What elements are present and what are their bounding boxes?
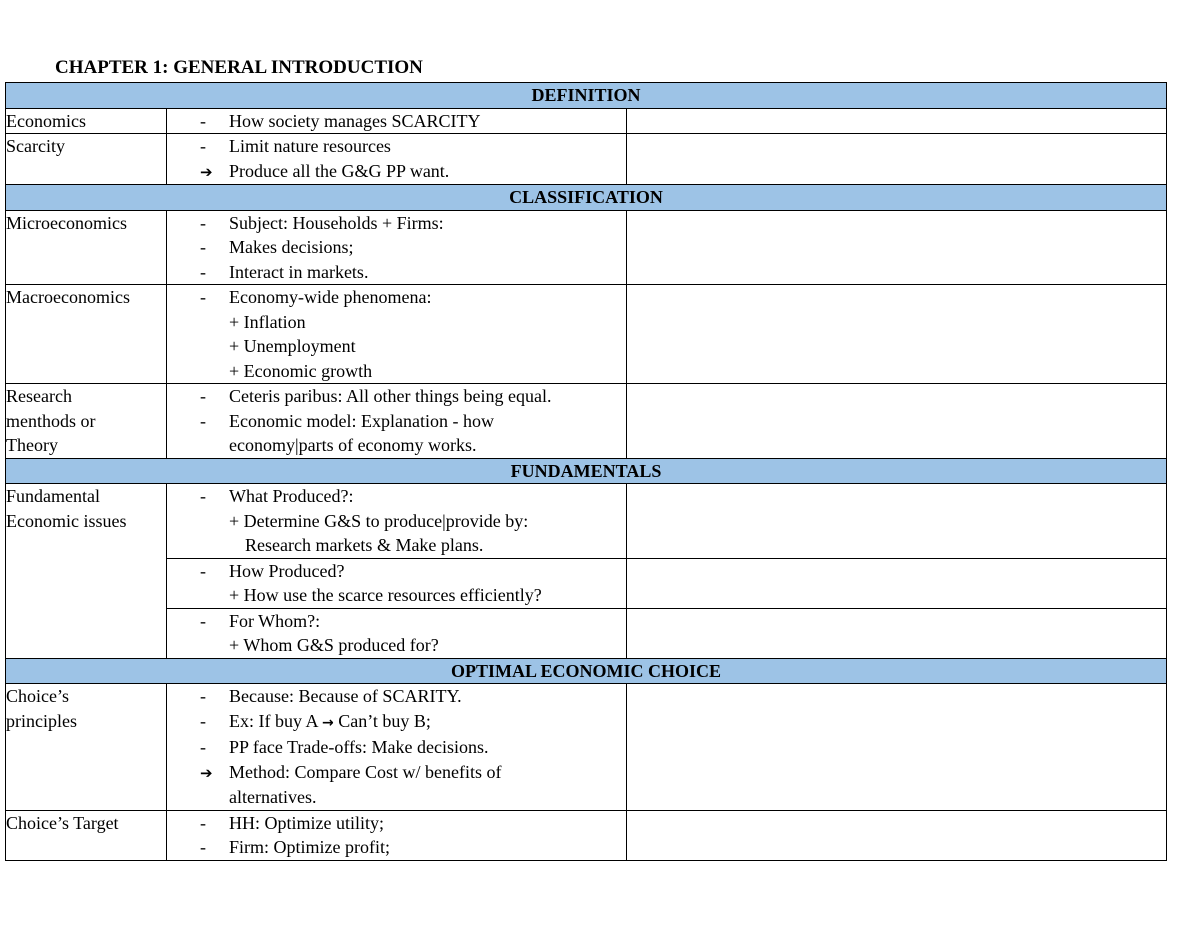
bullet-dash: - [200, 812, 206, 833]
row-label: Scarcity [6, 134, 167, 185]
row-content: - For Whom?: + Whom G&S produced for? [167, 608, 627, 658]
bullet-dash: - [200, 136, 206, 156]
row-content: - HH: Optimize utility; - Firm: Optimize profit; [167, 810, 627, 860]
section-header-fundamentals: FUNDAMENTALS [6, 458, 1167, 484]
row-label: Macroeconomics [6, 285, 167, 384]
notes-table [5, 82, 1167, 861]
row-label: Economics [6, 108, 167, 134]
arrow-right-icon: ➔ [200, 763, 213, 782]
row-label: Research menthods or Theory [6, 384, 167, 459]
table-row [6, 608, 1167, 658]
arrow-right-icon: ➔ [200, 162, 213, 181]
row-content: - Ceteris paribus: All other things being equal. - Economic model: Explanation - how economy|parts of economy works. [167, 384, 627, 459]
bullet-dash: - [200, 287, 206, 307]
bullet-dash: - [200, 237, 206, 257]
notes-cell [627, 608, 1167, 658]
arrow-right-icon: → [322, 714, 334, 731]
bullet-dash: - [200, 261, 206, 282]
bullet-dash: - [200, 486, 206, 506]
bullet-dash: - [200, 610, 206, 631]
row-content: - How Produced? + How use the scarce resources efficiently? [167, 558, 627, 608]
row-content: - Subject: Households + Firms: - Makes decisions; - Interact in markets. [167, 210, 627, 285]
bullet-dash: - [200, 110, 206, 131]
row-content: - Limit nature resources ➔ Produce all the G&G PP want. [167, 134, 627, 185]
bullet-dash: - [200, 386, 206, 406]
row-label: Microeconomics [6, 210, 167, 285]
row-content: - Economy-wide phenomena: + Inflation + Unemployment + Economic growth [167, 285, 627, 384]
bullet-dash: - [200, 737, 206, 757]
notes-cell [627, 684, 1167, 811]
bullet-dash: - [200, 837, 206, 857]
table-row [6, 134, 1167, 185]
chapter-title: CHAPTER 1: GENERAL INTRODUCTION [55, 57, 423, 78]
table-row [6, 285, 1167, 384]
section-header-definition: DEFINITION [6, 83, 1167, 109]
bullet-dash: - [200, 560, 206, 581]
table-row [6, 484, 1167, 559]
section-header-classification: CLASSIFICATION [6, 185, 1167, 211]
bullet-dash: - [200, 710, 206, 731]
table-row [6, 558, 1167, 608]
row-label: Choice’s principles [6, 684, 167, 811]
notes-cell [627, 384, 1167, 459]
table-row [6, 108, 1167, 134]
notes-cell [627, 285, 1167, 384]
notes-cell [627, 810, 1167, 860]
notes-cell [627, 210, 1167, 285]
notes-cell [627, 558, 1167, 608]
table-row [6, 210, 1167, 285]
row-content: - What Produced?: + Determine G&S to produce|provide by: Research markets & Make plans. [167, 484, 627, 559]
bullet-dash: - [200, 686, 206, 706]
bullet-dash: - [200, 410, 206, 431]
row-label: Fundamental Economic issues [6, 484, 167, 659]
table-row [6, 684, 1167, 811]
section-header-optimal-choice: OPTIMAL ECONOMIC CHOICE [6, 658, 1167, 684]
notes-cell [627, 108, 1167, 134]
row-label: Choice’s Target [6, 810, 167, 860]
notes-cell [627, 484, 1167, 559]
row-content: - How society manages SCARCITY [167, 108, 627, 134]
table-row [6, 810, 1167, 860]
notes-cell [627, 134, 1167, 185]
bullet-dash: - [200, 212, 206, 233]
table-row [6, 384, 1167, 459]
row-content: - Because: Because of SCARITY. - Ex: If buy A → Can’t buy B; - PP face Trade-offs: Make decisions. ➔ Method: Compare Cost w/ benefits of alternatives. [167, 684, 627, 811]
